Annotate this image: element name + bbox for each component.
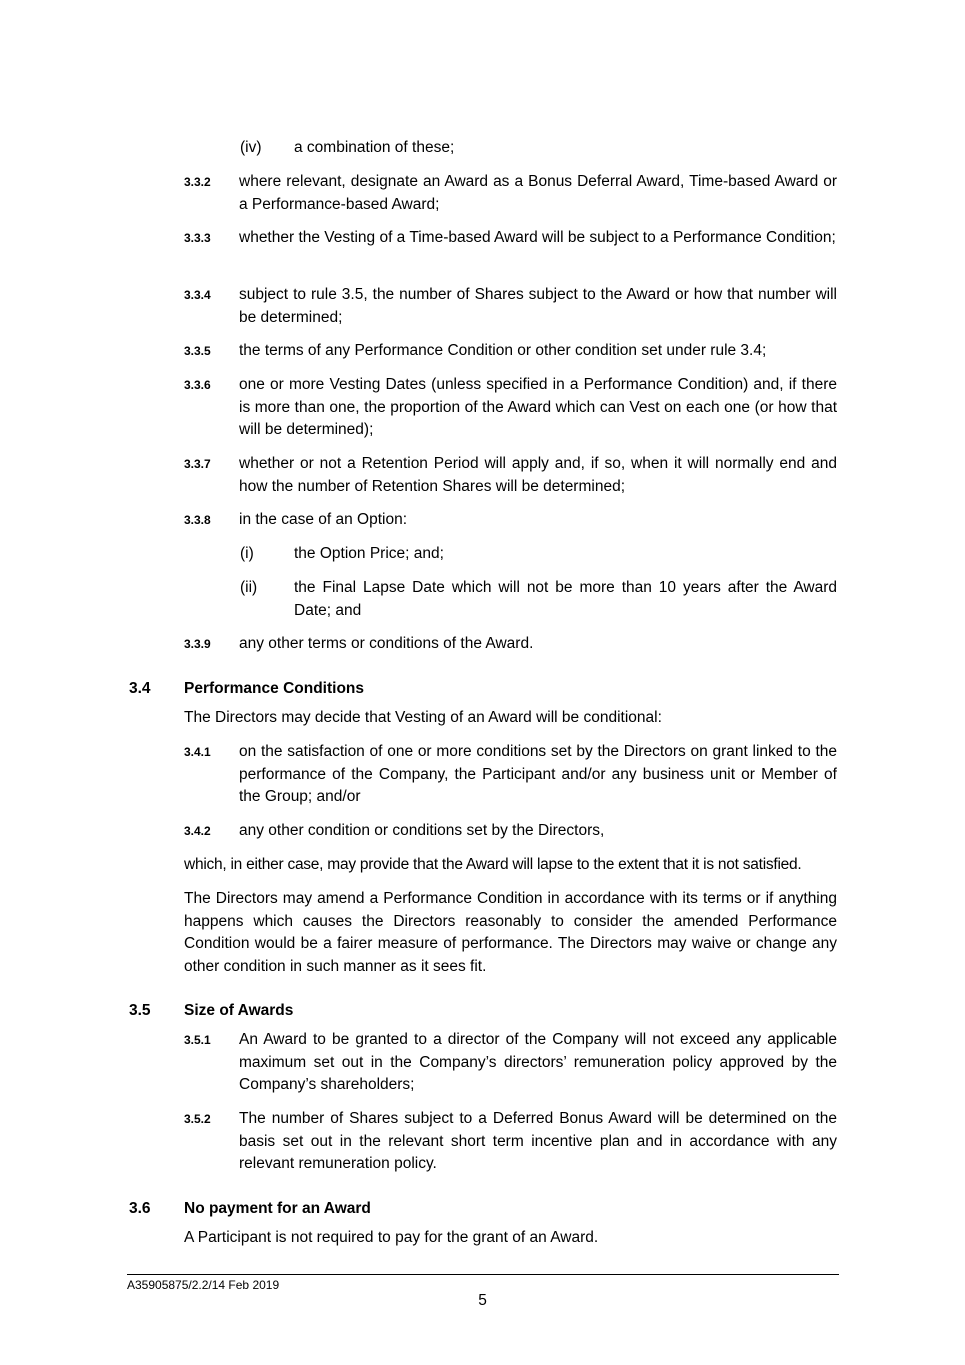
clause-number-3-3-6: 3.3.6 — [184, 378, 211, 392]
section-intro-3-4: The Directors may decide that Vesting of an Award will be conditional: — [184, 709, 662, 726]
clause-number-3-4-2: 3.4.2 — [184, 824, 211, 838]
clause-text-3-3-5: the terms of any Performance Condition or other condition set under rule 3.4; — [239, 342, 767, 359]
clause-text-3-3-7: whether or not a Retention Period will apply and, if so, when it will normally end and how the number of Retention Shares will be determined; — [239, 455, 837, 495]
clause-number-3-3-7: 3.3.7 — [184, 457, 211, 471]
section-title-3-6: No payment for an Award — [184, 1200, 371, 1217]
footer-divider — [127, 1274, 839, 1275]
clause-number-3-3-5: 3.3.5 — [184, 344, 211, 358]
item-text-iv: a combination of these; — [294, 139, 455, 156]
section-title-3-5: Size of Awards — [184, 1002, 294, 1019]
section-3-4-closing: which, in either case, may provide that the Award will lapse to the extent that it is not satisfied. — [184, 856, 802, 873]
clause-text-3-3-3: whether the Vesting of a Time-based Award will be subject to a Performance Condition; — [239, 229, 836, 246]
clause-text-3-5-1: An Award to be granted to a director of the Company will not exceed any applicable maximum set out in the Company’s directors’ remuneration policy approved by the Company’s shareholders; — [239, 1031, 837, 1093]
clause-number-3-3-2: 3.3.2 — [184, 175, 211, 189]
item-text-i: the Option Price; and; — [294, 545, 444, 562]
clause-text-3-5-2: The number of Shares subject to a Deferred Bonus Award will be determined on the basis set out in the relevant short term incentive plan and in accordance with any relevant remuneration policy. — [239, 1110, 837, 1172]
document-reference: A35905875/2.2/14 Feb 2019 — [127, 1278, 280, 1292]
clause-text-3-4-2: any other condition or conditions set by the Directors, — [239, 822, 605, 839]
page-number: 5 — [478, 1292, 487, 1309]
section-number-3-4: 3.4 — [129, 680, 151, 697]
section-number-3-5: 3.5 — [129, 1002, 151, 1019]
clause-text-3-3-4: subject to rule 3.5, the number of Shares subject to the Award or how that number will be determined; — [239, 286, 837, 326]
section-number-3-6: 3.6 — [129, 1200, 151, 1217]
clause-number-3-4-1: 3.4.1 — [184, 745, 211, 759]
clause-number-3-3-3: 3.3.3 — [184, 231, 211, 245]
clause-text-3-3-6: one or more Vesting Dates (unless specified in a Performance Condition) and, if there is more than one, the proportion of the Award which can Vest on each one (or how that will be determined); — [239, 376, 837, 438]
clause-text-3-4-1: on the satisfaction of one or more conditions set by the Directors on grant linked to the performance of the Company, the Participant and/or any business unit or Member of the Group; and/or — [239, 743, 837, 805]
clause-text-3-3-9: any other terms or conditions of the Award. — [239, 635, 534, 652]
item-number-i: (i) — [240, 545, 254, 562]
section-3-4-paragraph: The Directors may amend a Performance Condition in accordance with its terms or if anything happens which causes the Directors reasonably to consider the amended Performance Condition would be a fairer measure of performance. The Directors may waive or change any other condition in such manner as it sees fit. — [184, 890, 837, 975]
item-text-ii: the Final Lapse Date which will not be more than 10 years after the Award Date; and — [294, 579, 837, 619]
clause-text-3-3-2: where relevant, designate an Award as a Bonus Deferral Award, Time-based Award or a Performance-based Award; — [239, 173, 837, 213]
clause-text-3-3-8: in the case of an Option: — [239, 511, 408, 528]
clause-number-3-3-4: 3.3.4 — [184, 288, 211, 302]
clause-number-3-5-2: 3.5.2 — [184, 1112, 211, 1126]
clause-number-3-3-9: 3.3.9 — [184, 637, 211, 651]
clause-number-3-5-1: 3.5.1 — [184, 1033, 211, 1047]
section-title-3-4: Performance Conditions — [184, 680, 364, 697]
section-text-3-6: A Participant is not required to pay for the grant of an Award. — [184, 1229, 599, 1246]
clause-number-3-3-8: 3.3.8 — [184, 513, 211, 527]
item-number-iv: (iv) — [240, 139, 262, 156]
item-number-ii: (ii) — [240, 579, 258, 596]
